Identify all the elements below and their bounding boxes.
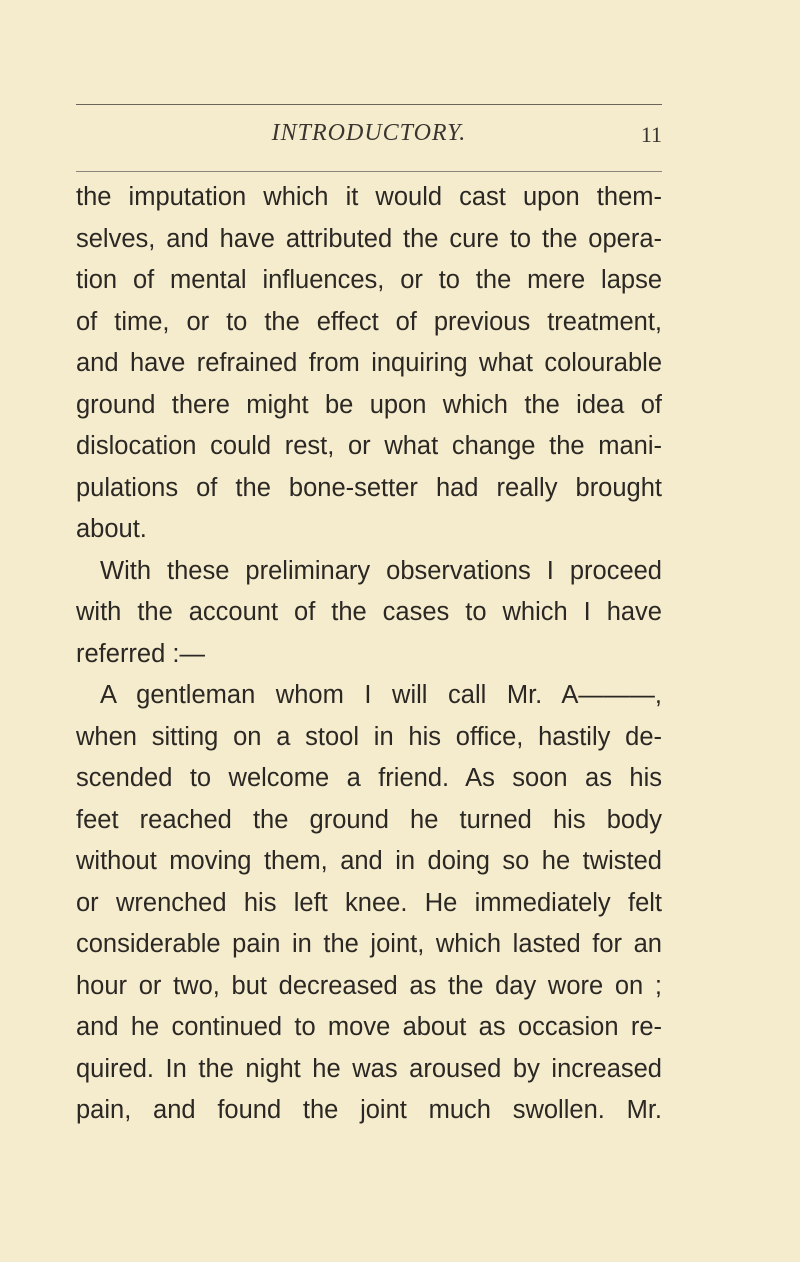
running-head	[76, 120, 662, 156]
running-title: INTRODUCTORY.	[271, 120, 467, 146]
text-line: hour or two, but decreased as the day wore on ;	[76, 971, 662, 1000]
body-text	[76, 177, 662, 1132]
text-line: when sitting on a stool in his office, hastily de-	[76, 722, 662, 751]
text-line: or wrenched his left knee. He immediately felt	[76, 888, 662, 917]
text-line: pulations of the bone-setter had really brought	[76, 473, 662, 502]
text-line: scended to welcome a friend. As soon as his	[76, 764, 662, 792]
header-bottom-rule	[76, 171, 662, 172]
text-line: with the account of the cases to which I have	[76, 598, 662, 626]
text-line: ground there might be upon which the idea of	[76, 390, 662, 419]
text-line: With these preliminary observations I proceed	[100, 556, 662, 585]
text-line: and he continued to move about as occasion re-	[76, 1013, 662, 1041]
page-number: 11	[640, 122, 662, 147]
text-line: the imputation which it would cast upon them-	[76, 183, 662, 211]
text-line: and have refrained from inquiring what colourable	[76, 349, 662, 377]
text-line: tion of mental influences, or to the mere lapse	[76, 266, 662, 294]
text-line: without moving them, and in doing so he twisted	[76, 847, 662, 875]
text-line: of time, or to the effect of previous treatment,	[76, 307, 662, 336]
text-line: A gentleman whom I will call Mr. A———,	[100, 681, 662, 709]
text-line: referred :—	[76, 639, 205, 668]
text-line: selves, and have attributed the cure to the opera-	[76, 224, 662, 253]
text-line: about.	[76, 515, 147, 543]
header-top-rule	[76, 104, 662, 105]
text-line: considerable pain in the joint, which lasted for an	[76, 930, 662, 958]
text-line: feet reached the ground he turned his body	[76, 805, 662, 834]
text-line: dislocation could rest, or what change the mani-	[76, 432, 662, 460]
text-line: pain, and found the joint much swollen. Mr.	[76, 1096, 662, 1124]
text-line: quired. In the night he was aroused by increased	[76, 1054, 662, 1083]
